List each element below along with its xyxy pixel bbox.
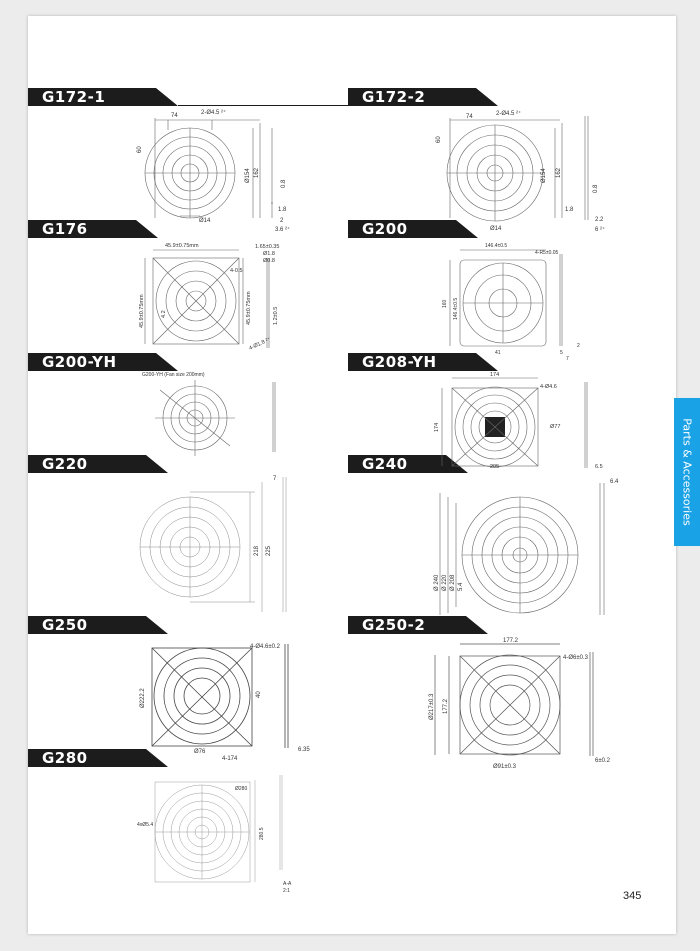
banner-label: G172-2 xyxy=(362,88,426,106)
dim-label: 0.8 xyxy=(593,184,599,193)
dim-label: 0.8 xyxy=(281,179,287,188)
drawing-g208-yh xyxy=(430,370,615,470)
dim-label: 41 xyxy=(495,350,501,356)
dim-label: 4-R5±0.05 xyxy=(535,250,559,256)
dim-label: Ø 208 xyxy=(450,574,456,591)
drawing-g280 xyxy=(135,770,305,895)
dim-label: 2:1 xyxy=(283,888,290,894)
drawing-caption: G200-YH (Fan size 200mm) xyxy=(142,372,205,378)
dim-label: Ø1.8 xyxy=(263,251,275,257)
drawing-g172-1 xyxy=(135,108,295,233)
dim-label: Ø154 xyxy=(245,168,251,183)
dim-label: 40 xyxy=(256,691,262,698)
dim-label: Ø0.8 xyxy=(263,258,275,264)
dim-label: 74 xyxy=(466,114,473,120)
dim-label: 1.8 xyxy=(278,207,287,213)
dim-label: 3.6 ²⁺ xyxy=(275,227,291,233)
dim-label: 60 xyxy=(436,136,442,143)
dim-label: 4-Ø4.6 xyxy=(540,384,557,390)
dim-label: Ø222.2 xyxy=(140,688,146,708)
dim-label: 5 xyxy=(560,350,563,356)
dim-label: 2 xyxy=(577,343,580,349)
dim-label: 6.5 xyxy=(595,464,603,470)
dim-label: 1.65±0.35 xyxy=(255,244,280,250)
dim-label: 2 xyxy=(280,218,284,224)
drawing-g250 xyxy=(130,636,320,762)
dim-label: 205 xyxy=(490,464,500,470)
banner-g172-2 xyxy=(348,88,508,106)
banner-label: G220 xyxy=(42,455,88,473)
dim-label: 162 xyxy=(556,167,562,178)
banner-label: G200 xyxy=(362,220,408,238)
drawing-g250-2 xyxy=(425,634,625,774)
dim-label: Ø14 xyxy=(199,218,211,224)
banner-label: G250 xyxy=(42,616,88,634)
dim-label: 2-Ø4.5 ²⁺ xyxy=(201,110,227,116)
dim-label: Ø 220 xyxy=(442,574,448,591)
dim-label: 2.2 xyxy=(595,217,604,223)
drawing-g200-yh xyxy=(140,370,300,460)
dim-label: 177.2 xyxy=(443,698,449,714)
dim-label: Ø154 xyxy=(541,168,547,183)
drawing-g172-2 xyxy=(430,108,610,233)
dim-label: 225 xyxy=(266,545,272,556)
dim-label: 45.9±0.75mm xyxy=(165,243,199,249)
dim-label: Ø76 xyxy=(194,749,206,755)
drawing-g200 xyxy=(440,242,590,360)
banner-label: G280 xyxy=(42,749,88,767)
drawing-g176 xyxy=(135,240,305,355)
dim-label: 7 xyxy=(566,356,569,362)
banner-label: G172-1 xyxy=(42,88,106,106)
drawing-g220 xyxy=(140,472,300,617)
dim-label: 2-Ø4.5 ²⁺ xyxy=(496,111,522,117)
drawing-g240 xyxy=(430,473,625,621)
dim-label: 5.4 xyxy=(458,582,464,591)
side-tab-label: Parts & Accessories xyxy=(680,418,694,526)
dim-label: 162 xyxy=(254,167,260,178)
dim-label: 74 xyxy=(171,113,178,119)
dim-label: 4xØ5.4 xyxy=(137,822,154,828)
banner-label: G250-2 xyxy=(362,616,426,634)
dim-label: Ø 240 xyxy=(434,574,440,591)
dim-label: 174 xyxy=(490,372,500,378)
page-number: 345 xyxy=(623,890,642,902)
dim-label: 6 ²⁺ xyxy=(595,227,606,233)
dim-label: 4-Ø1.8 ²⁺ xyxy=(248,336,272,352)
dim-label: 218 xyxy=(254,545,260,556)
dim-label: 4.2 xyxy=(161,310,167,318)
dim-label: Ø280 xyxy=(235,786,248,792)
banner-g200-yh xyxy=(28,353,188,371)
dim-label: 4-Ø4.6±0.2 xyxy=(250,644,280,650)
dim-label: 146.4±0.5 xyxy=(453,297,459,320)
dim-label: 1.2±0.5 xyxy=(273,306,279,325)
dim-label: 4-Ø6±0.3 xyxy=(563,655,588,661)
banner-label: G200-YH xyxy=(42,353,117,371)
dim-label: 7 xyxy=(273,476,277,482)
dim-label: 160 xyxy=(442,299,448,308)
dim-label: 6.35 xyxy=(298,747,310,753)
dim-label: 177.2 xyxy=(503,638,519,644)
dim-label: 280.5 xyxy=(259,827,265,840)
dim-label: 45.9±0.75mm xyxy=(246,291,252,325)
dim-label: 6±0.2 xyxy=(595,758,610,764)
dim-label: A-A xyxy=(283,881,292,887)
dim-label: 60 xyxy=(137,146,143,153)
dim-label: 45.9±0.75mm xyxy=(139,294,145,328)
banner-label: G208-YH xyxy=(362,353,437,371)
banner-g172-1 xyxy=(28,88,188,106)
dim-label: Ø217±0.3 xyxy=(429,693,435,720)
dim-label: Ø14 xyxy=(490,226,502,232)
banner-g250 xyxy=(28,616,178,634)
dim-label: Ø77 xyxy=(550,424,561,430)
dim-label: 146.4±0.5 xyxy=(485,243,508,249)
dim-label: 4-0.5 xyxy=(230,268,243,274)
dim-label: 6.4 xyxy=(610,479,619,485)
dim-label: 4-174 xyxy=(222,756,238,762)
section-side-tab xyxy=(674,398,700,546)
dim-label: 174 xyxy=(434,422,440,432)
banner-label: G176 xyxy=(42,220,88,238)
banner-label: G240 xyxy=(362,455,408,473)
dim-label: 1.8 xyxy=(565,207,574,213)
dim-label: Ø91±0.3 xyxy=(493,764,516,770)
